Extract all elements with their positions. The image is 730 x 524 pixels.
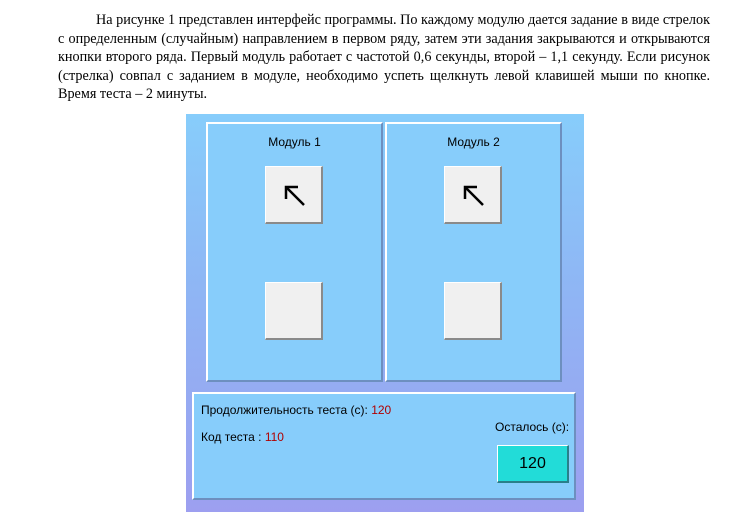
duration-label: Продолжительность теста (с): bbox=[201, 403, 368, 417]
module-2-task-button[interactable] bbox=[444, 166, 502, 224]
arrow-up-left-icon bbox=[280, 181, 308, 209]
module-2-panel bbox=[385, 122, 562, 382]
test-program-window bbox=[186, 114, 584, 512]
duration-row bbox=[201, 403, 391, 417]
module-1-panel bbox=[206, 122, 383, 382]
arrow-up-left-icon bbox=[459, 181, 487, 209]
module-1-task-button[interactable] bbox=[265, 166, 323, 224]
module-1-title: Модуль 1 bbox=[268, 135, 321, 149]
module-1-answer-button[interactable] bbox=[265, 282, 323, 340]
description-paragraph: На рисунке 1 представлен интерфейс программы. По каждому модулю дается задание в виде стрелок с определенным (случайным) направлением в первом ряду, затем эти задания закрываются и открываются кнопки второго ряда. Первый модуль работает с частотой 0,6 секунды, второй – 1,1 секунду. Если рисунок (стрелка) совпал с заданием в модуле, необходимо успеть щелкнуть левой клавишей мыши по кнопке. Время теста – 2 минуты. bbox=[58, 12, 710, 103]
code-label: Код теста : bbox=[201, 430, 262, 444]
module-2-title: Модуль 2 bbox=[447, 135, 500, 149]
remaining-timer: 120 bbox=[497, 445, 569, 483]
remaining-label: Осталось (с): bbox=[495, 420, 570, 434]
status-panel bbox=[192, 392, 576, 500]
code-row bbox=[201, 430, 284, 444]
code-value: 110 bbox=[264, 430, 284, 444]
module-2-answer-button[interactable] bbox=[444, 282, 502, 340]
duration-value: 120 bbox=[371, 403, 392, 417]
